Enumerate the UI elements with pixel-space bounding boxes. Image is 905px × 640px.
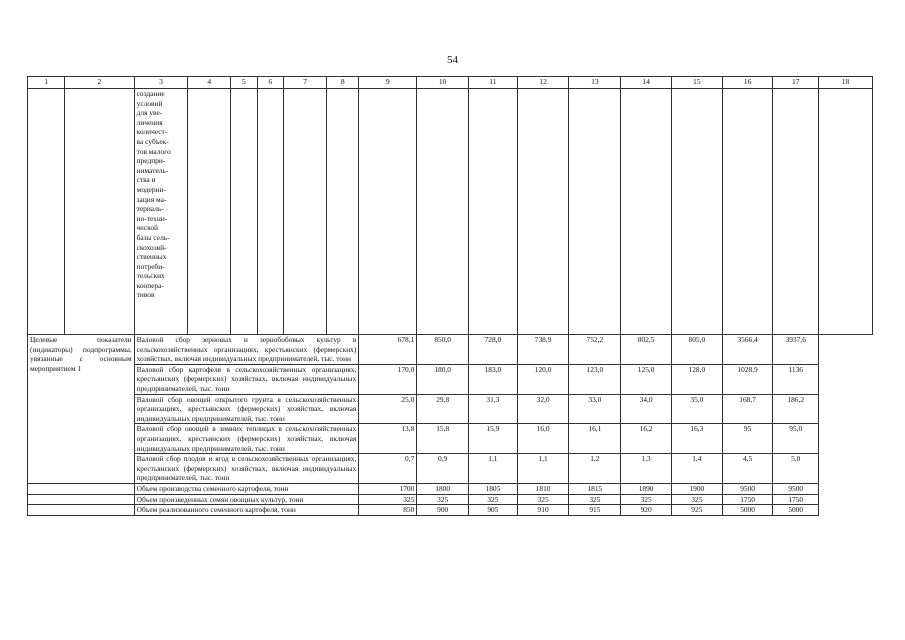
value-cell: 1700 [359,483,417,494]
value-cell: 1890 [621,483,672,494]
table-row [28,505,873,516]
value-cell: 9500 [773,483,819,494]
value-cell: 95,0 [773,424,819,454]
value-cell: 678,1 [359,335,417,365]
value-cell: 325 [621,494,672,505]
value-cell: 16,3 [671,424,722,454]
value-cell: 728,0 [469,335,518,365]
value-cell: 1028,9 [722,364,773,394]
group-label: Целевые показатели (индикаторы) подпрограммы, увязанные с основным мероприятием 1 [28,335,135,484]
table-row [28,483,873,494]
column-header: 9 [359,77,417,89]
value-cell: 170,0 [359,364,417,394]
value-cell: 325 [469,494,518,505]
column-header: 7 [283,77,326,89]
indicator-name: Объем произведенных семян овощных культур, тонн [134,494,359,505]
value-cell: 15,8 [417,424,469,454]
value-cell: 125,0 [621,364,672,394]
value-cell: 31,3 [469,394,518,424]
column-header: 3 [134,77,188,89]
value-cell: 1,4 [671,454,722,484]
table-row [28,364,873,394]
value-cell: 925 [671,505,722,516]
value-cell: 180,0 [417,364,469,394]
value-cell: 5000 [722,505,773,516]
value-cell: 738,9 [517,335,569,365]
header-row [28,77,873,89]
value-cell: 905 [469,505,518,516]
table-row [28,454,873,484]
value-cell: 910 [517,505,569,516]
value-cell: 900 [417,505,469,516]
value-cell: 325 [359,494,417,505]
value-cell: 1800 [417,483,469,494]
value-cell: 915 [569,505,621,516]
column-header: 14 [621,77,672,89]
indicator-name: Объем производства семенного картофеля, тонн [134,483,359,494]
value-cell: 805,0 [671,335,722,365]
column-header: 12 [517,77,569,89]
indicator-name: Валовой сбор картофеля в сельскохозяйственных организациях, крестьянских (фермерских) хозяйствах, включая индивидуальных предпринимателей, тыс. тонн [134,364,359,394]
value-cell: 1,3 [621,454,672,484]
value-cell: 0,7 [359,454,417,484]
value-cell: 4,5 [722,454,773,484]
value-cell: 33,0 [569,394,621,424]
column-header: 4 [188,77,230,89]
value-cell: 9500 [722,483,773,494]
value-cell: 325 [569,494,621,505]
value-cell: 920 [621,505,672,516]
indicator-name: Объем реализованного семенного картофеля, тонн [134,505,359,516]
value-cell: 3566,4 [722,335,773,365]
program-table [27,76,873,516]
value-cell: 1805 [469,483,518,494]
table-row [28,424,873,454]
value-cell: 29,8 [417,394,469,424]
column-header: 8 [327,77,359,89]
column-header: 16 [722,77,773,89]
value-cell: 1,1 [469,454,518,484]
indicator-name: Валовой сбор зерновых и зернобобовых культур в сельскохозяйственных организациях, крестьянских (фермерских) хозяйствах, включая индивидуальных предпринимателей, тыс. тонн [134,335,359,365]
column-header: 17 [773,77,819,89]
value-cell: 35,0 [671,394,722,424]
value-cell: 183,0 [469,364,518,394]
value-cell: 1815 [569,483,621,494]
value-cell: 5000 [773,505,819,516]
value-cell: 128,0 [671,364,722,394]
column-header: 5 [230,77,257,89]
value-cell: 1750 [773,494,819,505]
table-row [28,494,873,505]
column-header: 10 [417,77,469,89]
value-cell: 325 [671,494,722,505]
column-header: 1 [28,77,65,89]
value-cell: 1750 [722,494,773,505]
column-header: 2 [65,77,134,89]
value-cell: 325 [417,494,469,505]
value-cell: 16,1 [569,424,621,454]
value-cell: 186,2 [773,394,819,424]
value-cell: 1810 [517,483,569,494]
value-cell: 168,7 [722,394,773,424]
value-cell: 1,2 [569,454,621,484]
value-cell: 325 [517,494,569,505]
value-cell: 752,2 [569,335,621,365]
value-cell: 3937,6 [773,335,819,365]
value-cell: 25,0 [359,394,417,424]
value-cell: 16,0 [517,424,569,454]
value-cell: 802,5 [621,335,672,365]
column-header: 13 [569,77,621,89]
column-header: 6 [257,77,283,89]
value-cell: 1900 [671,483,722,494]
value-cell: 120,0 [517,364,569,394]
intro-text: создание условий для уве- личения количест- ва субъек- тов малого предпри- ниматель- ства и модерни- зация ма- териаль- но-техни- ческой базы сель- скохозяй- ственных потреби- тельских коопера- тивов [134,89,188,335]
value-cell: 95 [722,424,773,454]
intro-row [28,89,873,335]
column-header: 11 [469,77,518,89]
column-header: 15 [671,77,722,89]
value-cell: 850 [359,505,417,516]
value-cell: 5,0 [773,454,819,484]
table-row [28,394,873,424]
column-header: 18 [819,77,873,89]
indicator-name: Валовой сбор овощей открытого грунта в сельскохозяйственных организациях, крестьянских (фермерских) хозяйствах, включая индивидуальных предпринимателей, тыс. тонн [134,394,359,424]
table-row [28,335,873,365]
indicator-name: Валовой сбор овощей в зимних теплицах в сельскохозяйственных организациях, крестьянских (фермерских) хозяйствах, включая индивидуальных предпринимателей, тыс. тонн [134,424,359,454]
value-cell: 32,0 [517,394,569,424]
value-cell: 16,2 [621,424,672,454]
value-cell: 123,0 [569,364,621,394]
value-cell: 15,9 [469,424,518,454]
value-cell: 34,0 [621,394,672,424]
value-cell: 1136 [773,364,819,394]
value-cell: 0,9 [417,454,469,484]
value-cell: 1,1 [517,454,569,484]
page-number: 54 [447,54,458,66]
value-cell: 850,0 [417,335,469,365]
indicator-name: Валовой сбор плодов и ягод в сельскохозяйственных организациях, крестьянских (фермерских) хозяйствах, включая индивидуальных предпринимателей, тыс. тонн [134,454,359,484]
value-cell: 13,8 [359,424,417,454]
